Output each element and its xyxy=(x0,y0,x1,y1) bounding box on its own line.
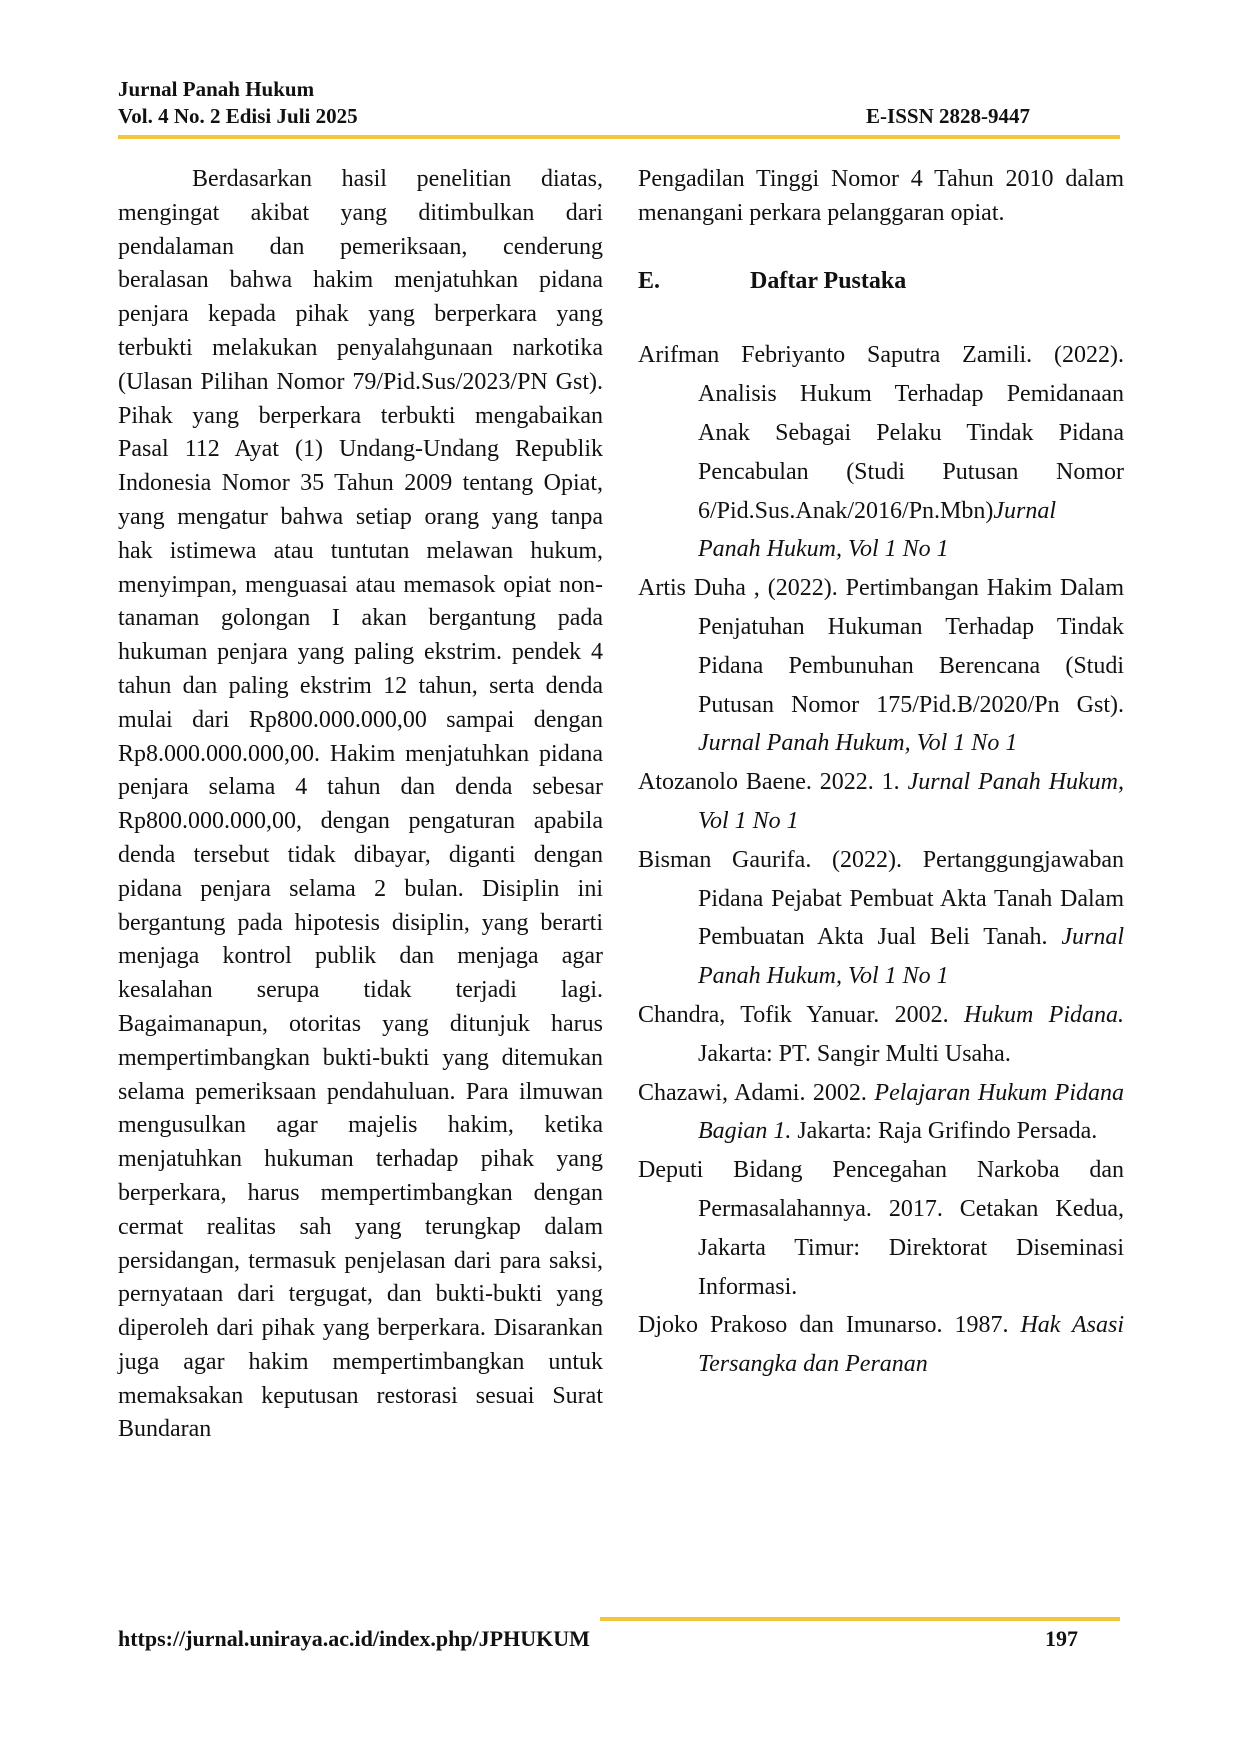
reference-source: Pelajaran Hukum Pidana Bagian 1. xyxy=(698,1079,1124,1145)
page-footer xyxy=(118,1624,1078,1654)
reference-source: Jurnal Panah Hukum, Vol 1 No 1 xyxy=(698,769,1125,834)
page-number: 197 xyxy=(1045,1626,1078,1651)
volume-info: Vol. 4 No. 2 Edisi Juli 2025 xyxy=(118,104,358,128)
reference-publisher: Jakarta: PT. Sangir Multi Usaha. xyxy=(698,1040,1011,1067)
reference-text: Deputi Bidang Pencegahan Narkoba dan Permasalahannya. 2017. Cetakan Kedua, Jakarta Timur: Direktorat Diseminasi Informasi. xyxy=(638,1157,1124,1300)
reference-publisher: Jakarta: Raja Grifindo Persada. xyxy=(791,1118,1098,1145)
journal-url[interactable]: https://jurnal.uniraya.ac.id/index.php/JPHUKUM xyxy=(118,1626,590,1651)
reference-source: Jurnal Panah Hukum, Vol 1 No 1 xyxy=(698,924,1124,990)
journal-name: Jurnal Panah Hukum xyxy=(118,77,315,101)
reference-source: Jurnal Panah Hukum, Vol 1 No 1 xyxy=(698,730,1018,757)
reference-text: Djoko Prakoso dan Imunarso. 1987. xyxy=(638,1312,1021,1339)
issn: E-ISSN 2828-9447 xyxy=(866,104,1030,128)
reference-entry xyxy=(638,1306,1124,1384)
reference-list xyxy=(638,336,1124,1384)
section-number: E. xyxy=(638,267,661,294)
section-title: Daftar Pustaka xyxy=(750,267,907,294)
reference-entry xyxy=(638,569,1124,763)
header-row xyxy=(118,103,1030,130)
reference-entry xyxy=(638,996,1124,1074)
reference-text: Atozanolo Baene. 2022. 1. xyxy=(638,769,908,796)
reference-text: Arifman Febriyanto Saputra Zamili. (2022). Analisis Hukum Terhadap Pemidanaan Anak Sebagai Pelaku Tindak Pidana Pencabulan (Studi Putusan Nomor 6/Pid.Sus.Anak/2016/Pn.Mbn) xyxy=(638,342,1124,524)
page-header xyxy=(118,76,1118,130)
body-paragraph: Berdasarkan hasil penelitian diatas, mengingat akibat yang ditimbulkan dari pendalaman dan pemeriksaan, cenderung beralasan bahwa hakim menjatuhkan pidana penjara kepada pihak yang berperkara yang terbukti melakukan penyalahgunaan narkotika (Ulasan Pilihan Nomor 79/Pid.Sus/2023/PN Gst). Pihak yang berperkara terbukti mengabaikan Pasal 112 Ayat (1) Undang-Undang Republik Indonesia Nomor 35 Tahun 2009 tentang Opiat, yang mengatur bahwa setiap orang yang tanpa hak istimewa atau tuntutan melawan hukum, menyimpan, menguasai atau memasok opiat non-tanaman golongan I akan bergantung pada hukuman penjara yang paling ekstrim. pendek 4 tahun dan paling ekstrim 12 tahun, serta denda mulai dari Rp800.000.000,00 sampai dengan Rp8.000.000.000,00. Hakim menjatuhkan pidana penjara selama 4 tahun dan denda sebesar Rp800.000.000,00, dengan pengaturan apabila denda tersebut tidak dibayar, diganti dengan pidana penjara selama 2 bulan. Disiplin ini bergantung pada hipotesis disiplin, yang berarti menjaga kontrol publik dan menjaga agar kesalahan serupa tidak terjadi lagi. Bagaimanapun, otoritas yang ditunjuk harus mempertimbangkan bukti-bukti yang ditemukan selama pemeriksaan pendahuluan. Para ilmuwan mengusulkan agar majelis hakim, ketika menjatuhkan hukuman terhadap pihak yang berperkara, harus mempertimbangkan dengan cermat realitas sah yang terungkap dalam persidangan, termasuk penjelasan dari para saksi, pernyataan dari tergugat, dan bukti-bukti yang diperoleh dari pihak yang berperkara. Disarankan juga agar hakim mempertimbangkan untuk memaksakan keputusan restorasi sesuai Surat Bundaran xyxy=(118,166,603,1443)
continuation-paragraph: Pengadilan Tinggi Nomor 4 Tahun 2010 dalam menangani perkara pelanggaran opiat. xyxy=(638,166,1124,226)
section-heading xyxy=(638,265,1124,299)
reference-entry xyxy=(638,1151,1124,1306)
left-column xyxy=(118,163,603,1447)
reference-entry xyxy=(638,336,1124,569)
reference-entry xyxy=(638,841,1124,996)
reference-text: Bisman Gaurifa. (2022). Pertanggungjawaban Pidana Pejabat Pembuat Akta Tanah Dalam Pembuatan Akta Jual Beli Tanah. xyxy=(638,846,1124,951)
footer-rule xyxy=(600,1617,1120,1621)
reference-entry xyxy=(638,763,1124,841)
header-rule xyxy=(118,135,1120,139)
reference-text: Chandra, Tofik Yanuar. 2002. xyxy=(638,1001,964,1028)
reference-entry xyxy=(638,1074,1124,1152)
reference-source: Hukum Pidana. xyxy=(963,1001,1124,1028)
reference-source: Hak Asasi Tersangka dan Peranan xyxy=(698,1312,1124,1378)
right-column xyxy=(638,163,1124,1384)
reference-text: Artis Duha , (2022). Pertimbangan Hakim Dalam Penjatuhan Hukuman Terhadap Tindak Pidana Pembunuhan Berencana (Studi Putusan Nomor 175/Pid.B/2020/Pn Gst). xyxy=(638,575,1124,718)
reference-source: Jurnal Panah Hukum, Vol 1 No 1 xyxy=(698,497,1057,563)
reference-text: Chazawi, Adami. 2002. xyxy=(638,1079,875,1106)
